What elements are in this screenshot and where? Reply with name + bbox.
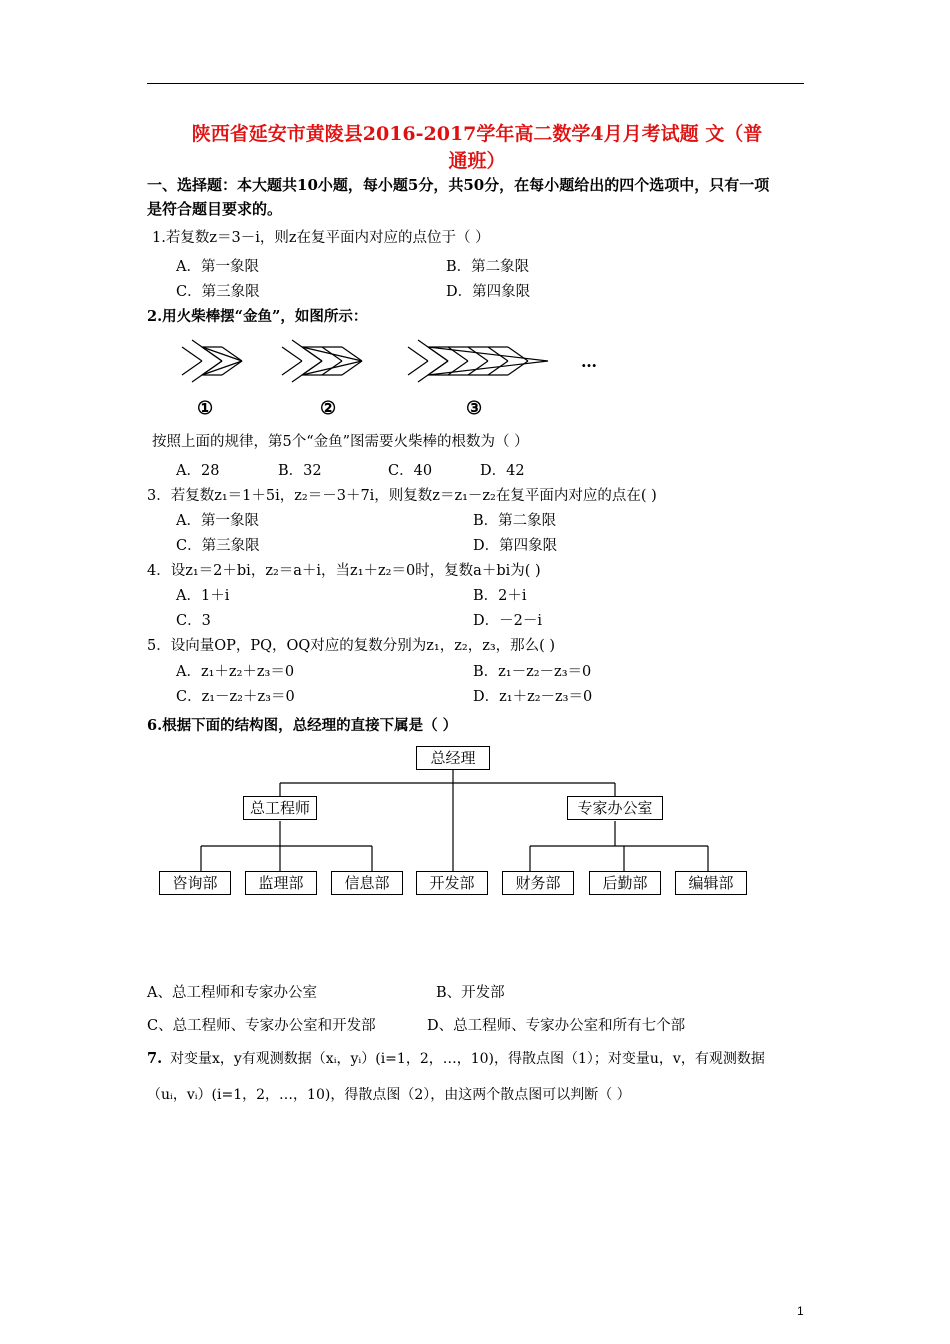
question-2-option-c: C．40	[388, 463, 433, 479]
question-2-text: 按照上面的规律，第5个“金鱼”图需要火柴棒的根数为（ ）	[152, 434, 529, 450]
org-node-finance: 财务部	[502, 871, 574, 895]
question-2-option-a: A．28	[176, 463, 220, 479]
question-7-line1: 对变量x，y有观测数据（xᵢ，yᵢ）(i=1，2，…，10)，得散点图（1）；对变量u，v，有观测数据	[170, 1051, 765, 1067]
question-3-option-a: A．第一象限	[176, 513, 259, 529]
question-7-number: 7.	[147, 1050, 163, 1067]
question-4-option-c: C．3	[176, 613, 211, 629]
question-5-option-d: D．z₁＋z₂－z₃＝0	[473, 689, 593, 705]
question-3-option-c: C．第三象限	[176, 538, 260, 554]
question-2-option-b: B．32	[278, 463, 322, 479]
question-5-stem: 5．设向量OP，PQ，OQ对应的复数分别为z₁，z₂，z₃，那么( )	[147, 638, 556, 654]
section-heading-line2: 是符合题目要求的。	[147, 200, 283, 218]
question-4-option-d: D．－2－i	[473, 613, 542, 629]
question-4-option-a: A．1＋i	[176, 588, 230, 604]
question-4-option-b: B．2＋i	[473, 588, 527, 604]
question-3-option-d: D．第四象限	[473, 538, 558, 554]
question-1-option-a: A．第一象限	[176, 259, 259, 275]
question-6-stem: 6.根据下面的结构图，总经理的直接下属是（ ）	[147, 717, 458, 734]
question-6-option-c: C、总工程师、专家办公室和开发部	[147, 1018, 376, 1034]
question-3-option-b: B．第二象限	[473, 513, 557, 529]
figure-label-1: ①	[197, 398, 214, 419]
org-node-logistics: 后勤部	[589, 871, 661, 895]
figure-label-3: ③	[466, 398, 483, 419]
org-node-editorial: 编辑部	[675, 871, 747, 895]
org-node-development: 开发部	[416, 871, 488, 895]
question-6-option-b: B、开发部	[436, 985, 505, 1001]
org-node-general-manager: 总经理	[416, 746, 490, 770]
org-node-information: 信息部	[331, 871, 403, 895]
page-title-line1: 陕西省延安市黄陵县2016-2017学年高二数学4月月考试题 文（普	[191, 123, 763, 145]
question-2-stem: 2.用火柴棒摆“金鱼”，如图所示：	[147, 308, 368, 325]
question-5-option-c: C．z₁－z₂＋z₃＝0	[176, 689, 295, 705]
question-4-stem: 4．设z₁＝2＋bi，z₂＝a＋i，当z₁＋z₂＝0时，复数a＋bi为( )	[147, 563, 541, 579]
question-6-option-a: A、总工程师和专家办公室	[147, 985, 317, 1001]
question-5-option-a: A．z₁＋z₂＋z₃＝0	[176, 664, 295, 680]
question-1-option-d: D．第四象限	[446, 284, 531, 300]
question-1-stem: 1.若复数z＝3－i，则z在复平面内对应的点位于（ ）	[152, 230, 490, 246]
figure-label-2: ②	[320, 398, 337, 419]
org-node-expert-office: 专家办公室	[567, 796, 663, 820]
org-node-chief-engineer: 总工程师	[243, 796, 317, 820]
question-3-stem: 3．若复数z₁＝1＋5i，z₂＝－3＋7i，则复数z＝z₁－z₂在复平面内对应的点在( )	[147, 488, 657, 504]
question-7-line2: （uᵢ，vᵢ）(i=1，2，…，10)，得散点图（2），由这两个散点图可以判断（ ）	[147, 1087, 631, 1103]
org-node-consulting: 咨询部	[159, 871, 231, 895]
question-2-option-d: D．42	[480, 463, 525, 479]
figure-ellipsis: …	[581, 352, 597, 371]
page-title-line2: 通班）	[448, 150, 506, 172]
page-number: 1	[797, 1304, 804, 1318]
section-heading-line1: 一、选择题：本大题共10小题，每小题5分，共50分，在每小题给出的四个选项中，只有一项	[147, 176, 770, 194]
org-node-supervision: 监理部	[245, 871, 317, 895]
question-1-option-b: B．第二象限	[446, 259, 530, 275]
question-5-option-b: B．z₁－z₂－z₃＝0	[473, 664, 592, 680]
question-1-option-c: C．第三象限	[176, 284, 260, 300]
question-6-option-d: D、总工程师、专家办公室和所有七个部	[427, 1018, 686, 1034]
